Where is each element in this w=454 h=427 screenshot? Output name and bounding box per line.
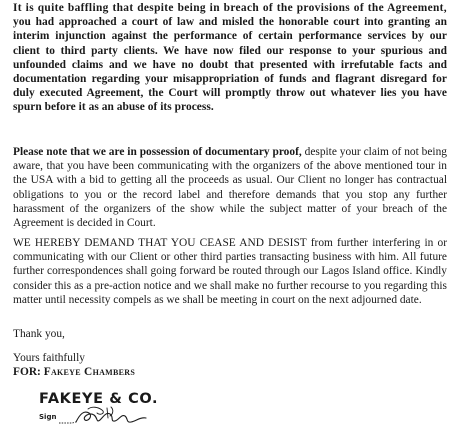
paragraph-breach-body: you had approached a court of law and misled the honorable court into granting an interim injunction against the performance of certain performance services by our client to third party clients. We have now filed our response to your spurious and unfounded claims and we have no doubt that presented with irrefutable facts and documentation regarding your misappropriation of funds and flagrant disregard for duly executed Agreement, the Court will promptly throw out whatever lies you have spurn before it as an abuse of its process. <box>13 16 447 114</box>
paragraph-proof <box>13 145 447 230</box>
thank-you-line: Thank you, <box>13 328 65 340</box>
handwritten-signature-icon <box>58 404 153 427</box>
closing-line: Yours faithfully <box>13 352 85 364</box>
firm-stamp-name: FAKEYE & CO. <box>39 391 159 407</box>
paragraph-proof-bold: Please note that we are in possession of documentary proof, <box>13 146 302 158</box>
for-firm-name: Fakeye Chambers <box>43 366 136 378</box>
paragraph-breach <box>13 1 447 115</box>
paragraph-breach-lead: It is quite baffling that despite being in breach of the provisions of the Agreement, <box>13 2 447 14</box>
for-prefix: FOR: <box>13 366 44 378</box>
sign-label: Sign <box>39 413 57 421</box>
paragraph-proof-body: despite your claim of not being aware, that you have been communicating with the organizers of the above mentioned tour in the USA with a bid to getting all the proceeds as usual. Our Client no longer has contractual obligations to you or the record label and therefore demands that you stop any further harassment of the organizers of the show while the subject matter of your breach of the Agreement is decided in Court. <box>13 146 447 230</box>
paragraph-cease-desist: WE HEREBY DEMAND THAT YOU CEASE AND DESIST from further interfering in or communicating with our Client or other third parties transacting business with him. All future further correspondences shall going forward be routed through our Lagos Island office. Kindly consider this as a pre-action notice and we shall make no further recourse to you regarding this matter until necessity compels as we shall be meeting in court on the next adjourned date. <box>13 237 447 306</box>
for-firm-line <box>13 365 135 379</box>
